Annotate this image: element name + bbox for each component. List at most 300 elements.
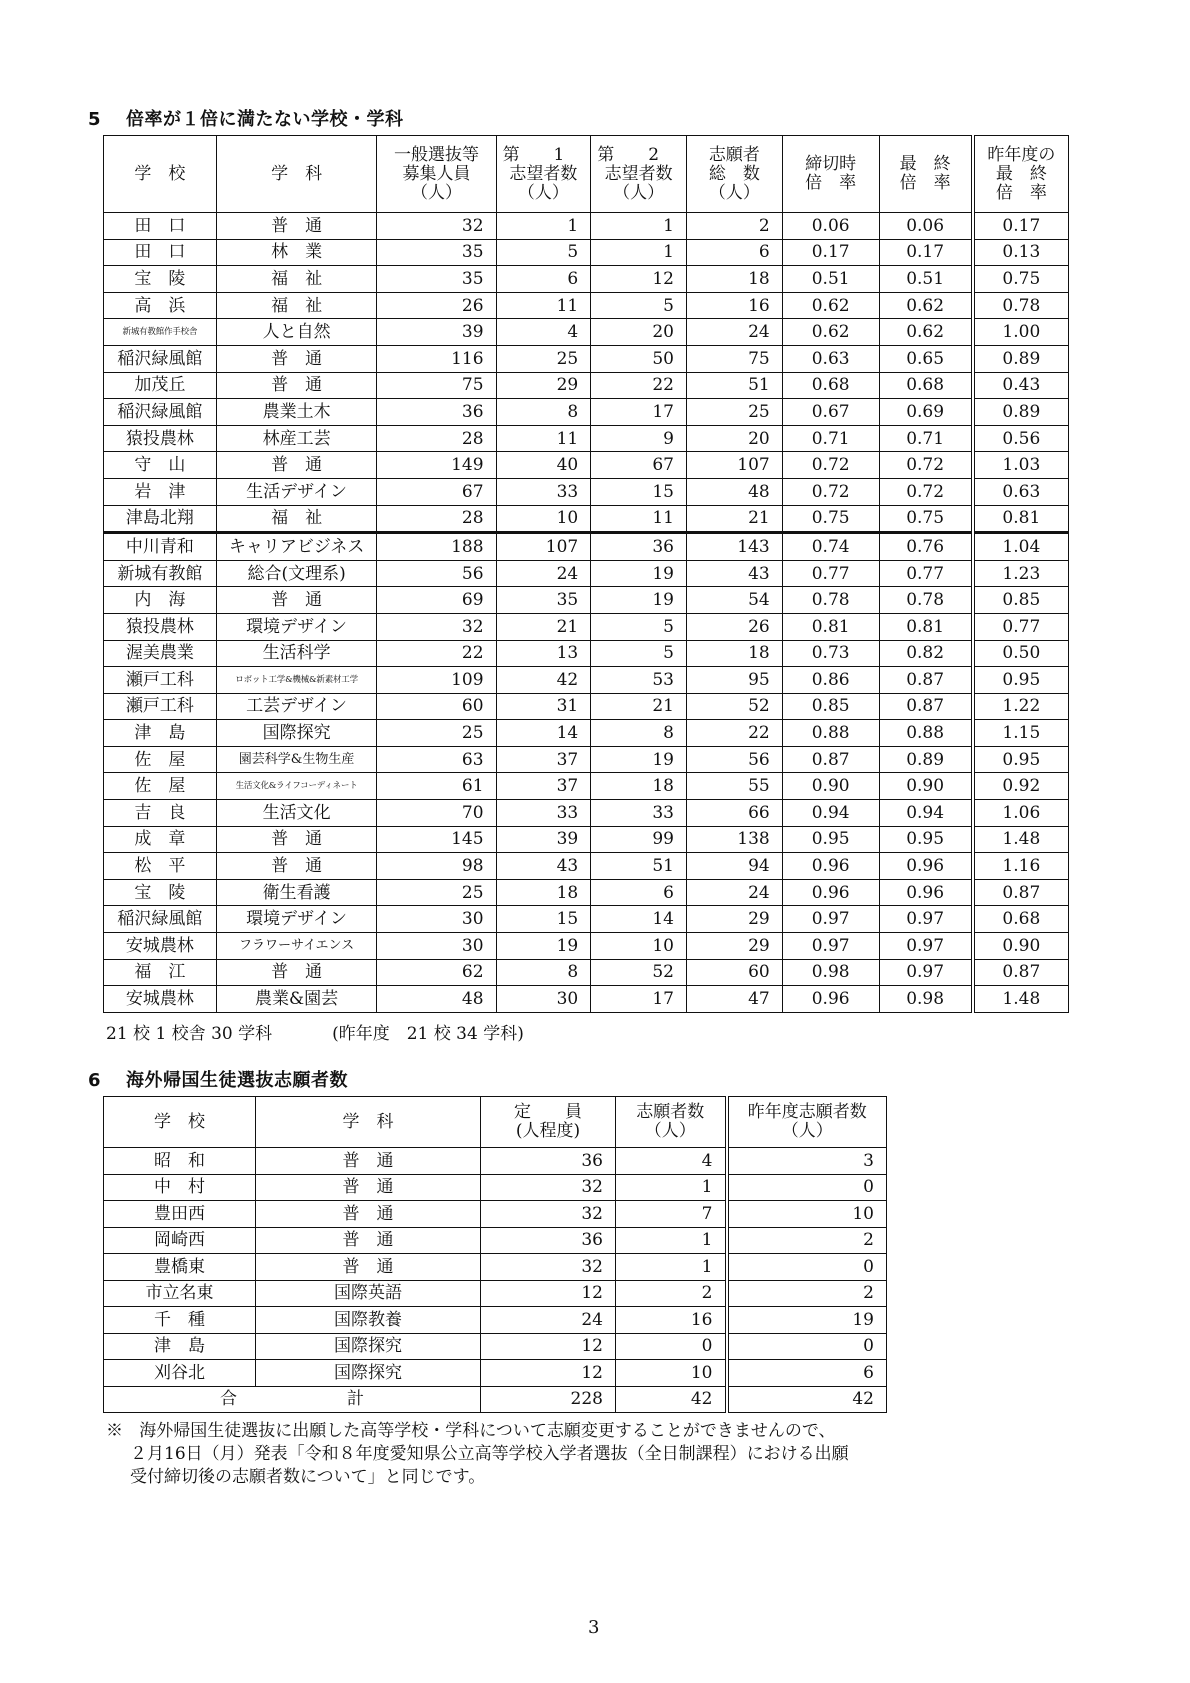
applicants-cell: 16 — [616, 1307, 727, 1334]
header-applicants — [616, 1097, 727, 1148]
low-ratio-schools-table — [103, 135, 1069, 1013]
table-row — [104, 773, 1069, 800]
capacity-cell: 30 — [377, 906, 496, 933]
second-choice-cell: 1 — [591, 213, 687, 240]
applicants-cell: 7 — [616, 1201, 727, 1228]
total-cell: 52 — [687, 693, 783, 720]
second-choice-cell: 20 — [591, 319, 687, 346]
total-cell: 22 — [687, 720, 783, 747]
deadline-ratio-cell: 0.94 — [782, 800, 879, 827]
total-cell: 47 — [687, 986, 783, 1013]
header-line: 一般選抜等 — [393, 144, 479, 165]
total-cell: 24 — [687, 319, 783, 346]
deadline-ratio-cell: 0.72 — [782, 452, 879, 479]
last-year-ratio-cell: 1.15 — [973, 720, 1069, 747]
header-line: 昨年度の — [987, 144, 1056, 165]
final-ratio-cell: 0.62 — [879, 292, 973, 319]
note-line: 海外帰国生徒選抜に出願した高等学校・学科について志願変更することができませんので、 — [139, 1421, 836, 1441]
deadline-ratio-cell: 0.06 — [782, 213, 879, 240]
header-line: （人） — [613, 182, 665, 203]
second-choice-cell: 14 — [591, 906, 687, 933]
summary-line — [106, 1019, 524, 1044]
last-year-ratio-cell: 1.48 — [973, 826, 1069, 853]
deadline-ratio-cell: 0.67 — [782, 399, 879, 426]
course-cell: ロボット工学&機械&新素材工学 — [216, 667, 377, 694]
capacity-cell: 28 — [377, 425, 496, 452]
applicants-cell: 10 — [616, 1360, 727, 1387]
table-row — [104, 292, 1069, 319]
second-choice-cell: 36 — [591, 533, 687, 561]
last-year-ratio-cell: 0.56 — [973, 425, 1069, 452]
school-cell: 稲沢緑風館 — [104, 906, 217, 933]
school-cell: 岩 津 — [104, 478, 217, 505]
capacity-cell: 32 — [481, 1201, 616, 1228]
table-row — [104, 1227, 887, 1254]
last-year-ratio-cell: 1.23 — [973, 560, 1069, 587]
course-cell: 農業土木 — [216, 399, 377, 426]
last-year-ratio-cell: 0.87 — [973, 879, 1069, 906]
total-cell: 143 — [687, 533, 783, 561]
section-number: 6 — [88, 1070, 102, 1091]
header-line: （人） — [517, 182, 569, 203]
total-cell: 2 — [687, 213, 783, 240]
final-ratio-cell: 0.98 — [879, 986, 973, 1013]
final-ratio-cell: 0.95 — [879, 826, 973, 853]
school-cell: 市立名東 — [104, 1280, 256, 1307]
header-line: （人） — [781, 1121, 833, 1141]
course-cell: 林 業 — [216, 239, 377, 266]
deadline-ratio-cell: 0.73 — [782, 640, 879, 667]
first-choice-cell: 11 — [496, 292, 591, 319]
school-cell: 佐 屋 — [104, 746, 217, 773]
section-title-text: 倍率が１倍に満たない学校・学科 — [126, 109, 404, 130]
school-cell: 中川青和 — [104, 533, 217, 561]
table-row — [104, 933, 1069, 960]
second-choice-cell: 8 — [591, 720, 687, 747]
section-5-title — [88, 105, 404, 131]
table-row — [104, 986, 1069, 1013]
last-year-ratio-cell: 0.75 — [973, 266, 1069, 293]
table-row — [104, 319, 1069, 346]
course-cell: 福 祉 — [216, 266, 377, 293]
header-line: （人） — [708, 182, 760, 203]
second-choice-cell: 19 — [591, 560, 687, 587]
table-row — [104, 1333, 887, 1360]
last-year-ratio-cell: 0.89 — [973, 399, 1069, 426]
school-cell: 安城農林 — [104, 986, 217, 1013]
first-choice-cell: 25 — [496, 345, 591, 372]
course-cell: 福 祉 — [216, 292, 377, 319]
capacity-cell: 149 — [377, 452, 496, 479]
total-cell: 20 — [687, 425, 783, 452]
table-row — [104, 879, 1069, 906]
course-cell: 国際探究 — [256, 1333, 481, 1360]
last-year-ratio-cell: 1.04 — [973, 533, 1069, 561]
school-cell: 宝 陵 — [104, 879, 217, 906]
header-line: (人程度) — [515, 1121, 581, 1141]
first-choice-cell: 29 — [496, 372, 591, 399]
school-cell: 田 口 — [104, 239, 217, 266]
header-line: 志願者 — [708, 144, 760, 165]
second-choice-cell: 21 — [591, 693, 687, 720]
last-year-applicants-cell: 19 — [727, 1307, 887, 1334]
final-ratio-cell: 0.94 — [879, 800, 973, 827]
last-year-ratio-cell: 0.85 — [973, 587, 1069, 614]
last-year-ratio-cell: 0.81 — [973, 505, 1069, 533]
table-row — [104, 1360, 887, 1387]
table-row — [104, 1307, 887, 1334]
total-cell: 43 — [687, 560, 783, 587]
course-cell: 普 通 — [216, 587, 377, 614]
second-choice-cell: 5 — [591, 292, 687, 319]
final-ratio-cell: 0.77 — [879, 560, 973, 587]
capacity-cell: 32 — [481, 1254, 616, 1281]
final-ratio-cell: 0.72 — [879, 478, 973, 505]
capacity-cell: 32 — [481, 1174, 616, 1201]
final-ratio-cell: 0.51 — [879, 266, 973, 293]
deadline-ratio-cell: 0.87 — [782, 746, 879, 773]
capacity-cell: 28 — [377, 505, 496, 533]
total-cell: 26 — [687, 613, 783, 640]
table-row — [104, 1280, 887, 1307]
capacity-cell: 60 — [377, 693, 496, 720]
table-row — [104, 1174, 887, 1201]
first-choice-cell: 4 — [496, 319, 591, 346]
course-cell: 生活科学 — [216, 640, 377, 667]
last-year-applicants-cell: 3 — [727, 1148, 887, 1175]
second-choice-cell: 10 — [591, 933, 687, 960]
course-cell: 衛生看護 — [216, 879, 377, 906]
first-choice-cell: 18 — [496, 879, 591, 906]
deadline-ratio-cell: 0.95 — [782, 826, 879, 853]
capacity-cell: 35 — [377, 239, 496, 266]
header-line: 昨年度志願者数 — [747, 1102, 867, 1122]
applicants-cell: 1 — [616, 1254, 727, 1281]
total-cell: 18 — [687, 640, 783, 667]
second-choice-cell: 51 — [591, 853, 687, 880]
capacity-cell: 36 — [481, 1227, 616, 1254]
total-cell: 6 — [687, 239, 783, 266]
course-cell: 林産工芸 — [216, 425, 377, 452]
header-line: 最 終 — [995, 163, 1047, 184]
school-cell: 成 章 — [104, 826, 217, 853]
deadline-ratio-cell: 0.97 — [782, 906, 879, 933]
note-line: ２月16日（月）発表「令和８年度愛知県公立高等学校入学者選抜（全日制課程）における出願 — [130, 1444, 849, 1464]
header-line: 倍 率 — [805, 173, 857, 193]
deadline-ratio-cell: 0.62 — [782, 292, 879, 319]
table-row — [104, 613, 1069, 640]
deadline-ratio-cell: 0.81 — [782, 613, 879, 640]
capacity-cell: 25 — [377, 720, 496, 747]
second-choice-cell: 5 — [591, 640, 687, 667]
first-choice-cell: 8 — [496, 399, 591, 426]
capacity-cell: 145 — [377, 826, 496, 853]
header-last-year-applicants — [727, 1097, 887, 1148]
school-cell: 昭 和 — [104, 1148, 256, 1175]
second-choice-cell: 6 — [591, 879, 687, 906]
first-choice-cell: 35 — [496, 587, 591, 614]
total-cell: 51 — [687, 372, 783, 399]
returnee-applicants-table — [103, 1096, 887, 1413]
deadline-ratio-cell: 0.77 — [782, 560, 879, 587]
second-choice-cell: 5 — [591, 613, 687, 640]
capacity-cell: 35 — [377, 266, 496, 293]
table-row — [104, 826, 1069, 853]
table-row — [104, 1201, 887, 1228]
course-cell: 国際教養 — [256, 1307, 481, 1334]
school-cell: 佐 屋 — [104, 773, 217, 800]
second-choice-cell: 15 — [591, 478, 687, 505]
second-choice-cell: 17 — [591, 986, 687, 1013]
school-cell: 猿投農林 — [104, 425, 217, 452]
first-choice-cell: 31 — [496, 693, 591, 720]
header-line: 定 員 — [514, 1102, 582, 1122]
deadline-ratio-cell: 0.85 — [782, 693, 879, 720]
note-mark: ※ — [106, 1421, 123, 1441]
capacity-cell: 36 — [481, 1148, 616, 1175]
table-row — [104, 560, 1069, 587]
final-ratio-cell: 0.96 — [879, 853, 973, 880]
second-choice-cell: 22 — [591, 372, 687, 399]
first-choice-cell: 1 — [496, 213, 591, 240]
header-first-choice — [496, 136, 591, 213]
final-ratio-cell: 0.68 — [879, 372, 973, 399]
header-course: 学 科 — [216, 136, 377, 213]
capacity-cell: 24 — [481, 1307, 616, 1334]
capacity-cell: 25 — [377, 879, 496, 906]
table-row — [104, 959, 1069, 986]
total-cell: 138 — [687, 826, 783, 853]
course-cell: 農業&園芸 — [216, 986, 377, 1013]
summary-last-year: (昨年度 21 校 34 学科) — [332, 1024, 524, 1044]
second-choice-cell: 1 — [591, 239, 687, 266]
course-cell: 総合(文理系) — [216, 560, 377, 587]
header-line: 第 2 — [597, 144, 660, 165]
final-ratio-cell: 0.97 — [879, 906, 973, 933]
school-cell: 猿投農林 — [104, 613, 217, 640]
last-year-ratio-cell: 1.22 — [973, 693, 1069, 720]
table-row — [104, 213, 1069, 240]
applicants-cell: 2 — [616, 1280, 727, 1307]
header-school: 学 校 — [104, 1097, 256, 1148]
first-choice-cell: 19 — [496, 933, 591, 960]
table-header-row — [104, 1097, 887, 1148]
school-cell: 高 浜 — [104, 292, 217, 319]
deadline-ratio-cell: 0.68 — [782, 372, 879, 399]
school-cell: 田 口 — [104, 213, 217, 240]
header-line: 倍 率 — [995, 182, 1047, 203]
final-ratio-cell: 0.87 — [879, 667, 973, 694]
last-year-ratio-cell: 0.92 — [973, 773, 1069, 800]
table-row — [104, 800, 1069, 827]
school-cell: 安城農林 — [104, 933, 217, 960]
second-choice-cell: 99 — [591, 826, 687, 853]
capacity-cell: 32 — [377, 613, 496, 640]
capacity-cell: 69 — [377, 587, 496, 614]
total-cell: 107 — [687, 452, 783, 479]
final-ratio-cell: 0.78 — [879, 587, 973, 614]
last-year-applicants-cell: 0 — [727, 1174, 887, 1201]
header-line: 締切時 — [805, 154, 857, 174]
header-line: 募集人員 — [402, 163, 471, 184]
deadline-ratio-cell: 0.75 — [782, 505, 879, 533]
table-row — [104, 533, 1069, 561]
page-number: 3 — [588, 1617, 600, 1638]
school-cell: 津 島 — [104, 720, 217, 747]
first-choice-cell: 39 — [496, 826, 591, 853]
course-cell: 普 通 — [216, 372, 377, 399]
school-cell: 中 村 — [104, 1174, 256, 1201]
first-choice-cell: 40 — [496, 452, 591, 479]
course-cell: 工芸デザイン — [216, 693, 377, 720]
final-ratio-cell: 0.17 — [879, 239, 973, 266]
header-final-ratio — [879, 136, 973, 213]
applicants-cell: 4 — [616, 1148, 727, 1175]
header-line: （人） — [644, 1121, 696, 1141]
first-choice-cell: 8 — [496, 959, 591, 986]
capacity-cell: 62 — [377, 959, 496, 986]
first-choice-cell: 5 — [496, 239, 591, 266]
summary-current: 21 校 1 校舎 30 学科 — [106, 1024, 273, 1044]
header-line: 倍 率 — [899, 173, 951, 193]
capacity-cell: 61 — [377, 773, 496, 800]
deadline-ratio-cell: 0.98 — [782, 959, 879, 986]
last-year-ratio-cell: 1.06 — [973, 800, 1069, 827]
applicants-cell: 1 — [616, 1174, 727, 1201]
deadline-ratio-cell: 0.51 — [782, 266, 879, 293]
last-year-applicants-cell: 2 — [727, 1280, 887, 1307]
table-row — [104, 746, 1069, 773]
school-cell: 瀬戸工科 — [104, 693, 217, 720]
table-row — [104, 693, 1069, 720]
course-cell: 国際探究 — [256, 1360, 481, 1387]
last-year-ratio-cell: 1.03 — [973, 452, 1069, 479]
course-cell: 生活文化 — [216, 800, 377, 827]
final-ratio-cell: 0.89 — [879, 746, 973, 773]
capacity-cell: 75 — [377, 372, 496, 399]
capacity-cell: 56 — [377, 560, 496, 587]
capacity-cell: 70 — [377, 800, 496, 827]
total-cell: 25 — [687, 399, 783, 426]
final-ratio-cell: 0.75 — [879, 505, 973, 533]
capacity-cell: 30 — [377, 933, 496, 960]
table-row — [104, 372, 1069, 399]
first-choice-cell: 15 — [496, 906, 591, 933]
course-cell: 国際探究 — [216, 720, 377, 747]
table-row — [104, 239, 1069, 266]
second-choice-cell: 18 — [591, 773, 687, 800]
last-year-ratio-cell: 0.68 — [973, 906, 1069, 933]
header-second-choice — [591, 136, 687, 213]
capacity-cell: 109 — [377, 667, 496, 694]
school-cell: 渥美農業 — [104, 640, 217, 667]
last-year-ratio-cell: 1.48 — [973, 986, 1069, 1013]
final-ratio-cell: 0.71 — [879, 425, 973, 452]
course-cell: フラワーサイエンス — [216, 933, 377, 960]
table-row — [104, 906, 1069, 933]
last-year-ratio-cell: 0.77 — [973, 613, 1069, 640]
header-line: 第 1 — [502, 144, 565, 165]
course-cell: 国際英語 — [256, 1280, 481, 1307]
final-ratio-cell: 0.69 — [879, 399, 973, 426]
course-cell: 園芸科学&生物生産 — [216, 746, 377, 773]
deadline-ratio-cell: 0.74 — [782, 533, 879, 561]
last-year-applicants-cell: 10 — [727, 1201, 887, 1228]
course-cell: 普 通 — [216, 853, 377, 880]
second-choice-cell: 17 — [591, 399, 687, 426]
last-year-ratio-cell: 0.95 — [973, 667, 1069, 694]
school-cell: 加茂丘 — [104, 372, 217, 399]
first-choice-cell: 33 — [496, 800, 591, 827]
last-year-ratio-cell: 0.13 — [973, 239, 1069, 266]
last-year-ratio-cell: 0.78 — [973, 292, 1069, 319]
final-ratio-cell: 0.82 — [879, 640, 973, 667]
capacity-cell: 48 — [377, 986, 496, 1013]
course-cell: 普 通 — [256, 1254, 481, 1281]
last-year-ratio-cell: 0.87 — [973, 959, 1069, 986]
header-line: 志願者数 — [636, 1102, 705, 1122]
final-ratio-cell: 0.88 — [879, 720, 973, 747]
header-total — [687, 136, 783, 213]
school-cell: 宝 陵 — [104, 266, 217, 293]
capacity-cell: 188 — [377, 533, 496, 561]
final-ratio-cell: 0.62 — [879, 319, 973, 346]
deadline-ratio-cell: 0.78 — [782, 587, 879, 614]
last-year-ratio-cell: 0.63 — [973, 478, 1069, 505]
table-row — [104, 1148, 887, 1175]
deadline-ratio-cell: 0.86 — [782, 667, 879, 694]
total-cell: 95 — [687, 667, 783, 694]
final-ratio-cell: 0.65 — [879, 345, 973, 372]
capacity-cell: 116 — [377, 345, 496, 372]
school-cell: 瀬戸工科 — [104, 667, 217, 694]
total-label-right: 計 — [347, 1389, 364, 1410]
total-cell: 54 — [687, 587, 783, 614]
course-cell: 普 通 — [216, 959, 377, 986]
total-cell: 94 — [687, 853, 783, 880]
school-cell: 津 島 — [104, 1333, 256, 1360]
school-cell: 内 海 — [104, 587, 217, 614]
course-cell: 福 祉 — [216, 505, 377, 533]
last-year-ratio-cell: 0.17 — [973, 213, 1069, 240]
capacity-cell: 26 — [377, 292, 496, 319]
second-choice-cell: 67 — [591, 452, 687, 479]
total-row — [104, 1386, 887, 1413]
deadline-ratio-cell: 0.90 — [782, 773, 879, 800]
total-label-left: 合 — [220, 1389, 237, 1410]
last-year-ratio-cell: 0.43 — [973, 372, 1069, 399]
section-number: 5 — [88, 109, 102, 130]
deadline-ratio-cell: 0.96 — [782, 879, 879, 906]
course-cell: 普 通 — [256, 1174, 481, 1201]
first-choice-cell: 42 — [496, 667, 591, 694]
first-choice-cell: 37 — [496, 773, 591, 800]
last-year-ratio-cell: 0.90 — [973, 933, 1069, 960]
header-last-year-ratio — [973, 136, 1069, 213]
first-choice-cell: 21 — [496, 613, 591, 640]
header-capacity — [377, 136, 496, 213]
total-applicants: 42 — [616, 1386, 727, 1413]
deadline-ratio-cell: 0.71 — [782, 425, 879, 452]
first-choice-cell: 43 — [496, 853, 591, 880]
deadline-ratio-cell: 0.96 — [782, 986, 879, 1013]
section-6-title — [88, 1066, 348, 1092]
school-cell: 千 種 — [104, 1307, 256, 1334]
final-ratio-cell: 0.06 — [879, 213, 973, 240]
deadline-ratio-cell: 0.17 — [782, 239, 879, 266]
deadline-ratio-cell: 0.97 — [782, 933, 879, 960]
last-year-applicants-cell: 0 — [727, 1333, 887, 1360]
